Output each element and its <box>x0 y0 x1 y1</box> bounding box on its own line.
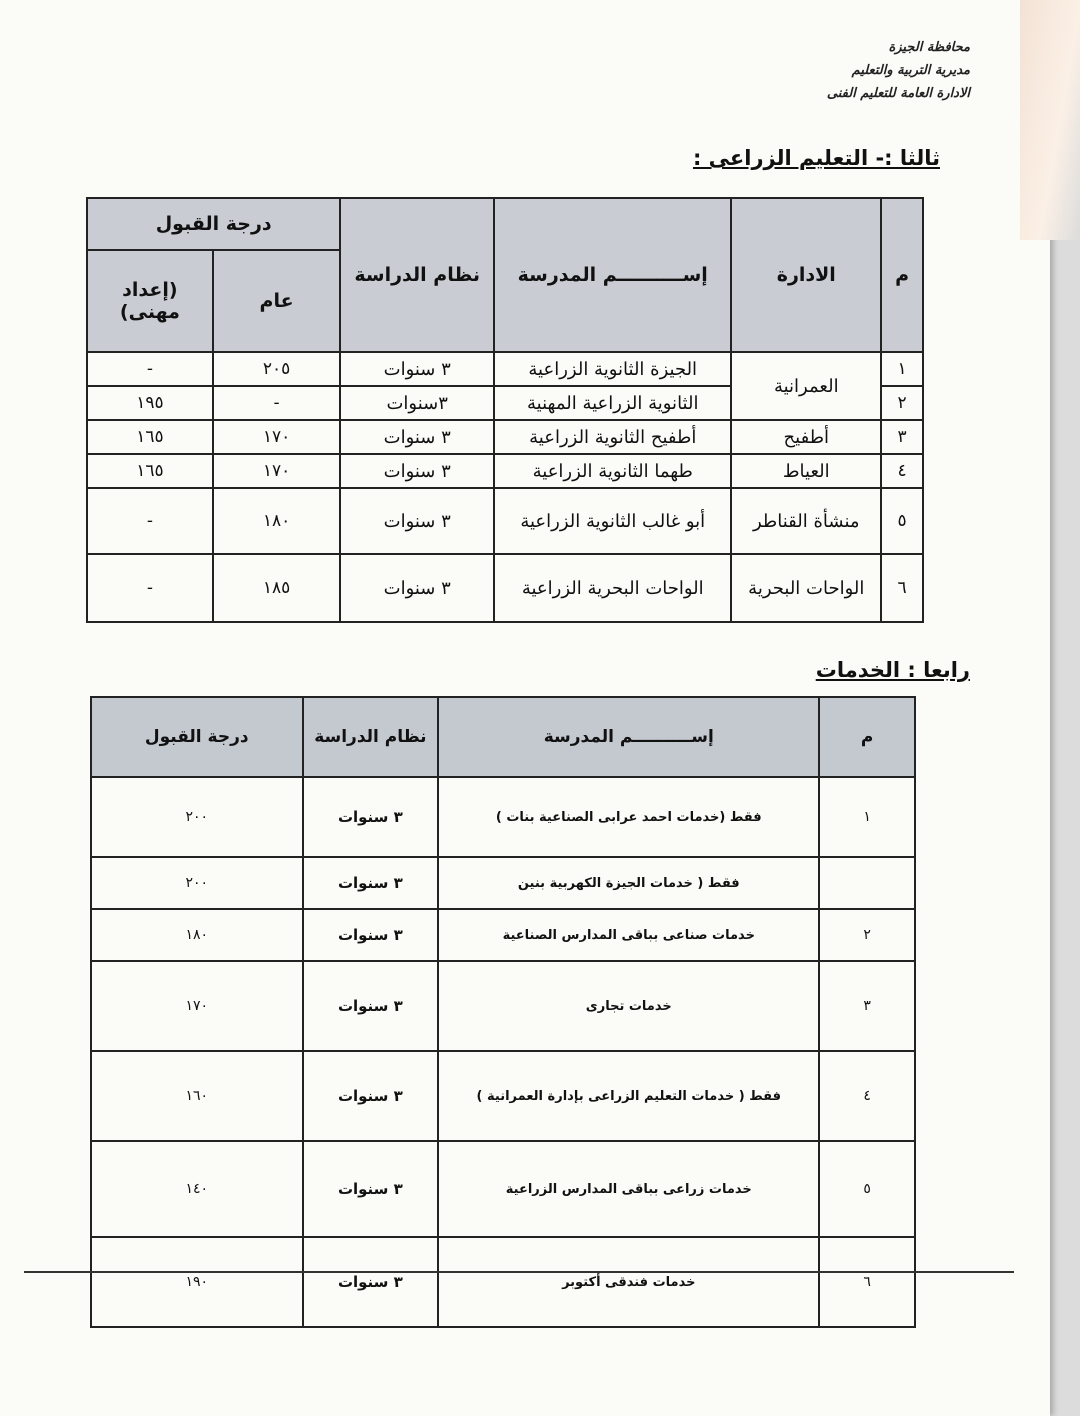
prep-grade-cell: ١٦٥ <box>87 454 213 488</box>
general-grade-cell: ٢٠٥ <box>213 352 341 386</box>
system-cell: ٣ سنوات <box>303 1141 439 1237</box>
header-m: م <box>881 198 923 352</box>
letterhead <box>827 40 970 109</box>
row-number: ٥ <box>819 1141 915 1237</box>
section-title-services-text: رابعا : الخدمات <box>815 658 970 682</box>
school-cell: فقط ( خدمات التعليم الزراعى بإدارة العمرانية ) <box>438 1051 819 1141</box>
letterhead-directorate: مديرية التربية والتعليم <box>851 63 970 78</box>
header-vocational-prep: (إعداد مهنى) <box>87 250 213 352</box>
grade-cell: ٢٠٠ <box>91 777 303 857</box>
grade-cell: ١٦٠ <box>91 1051 303 1141</box>
idara-cell: أطفيح <box>731 420 881 454</box>
header-study-system: نظام الدراسة <box>340 198 494 352</box>
system-cell: ٣ سنوات <box>303 1051 439 1141</box>
row-number: ١ <box>881 352 923 386</box>
table-row <box>91 1051 915 1141</box>
letterhead-governorate: محافظة الجيزة <box>888 40 970 55</box>
general-grade-cell: ١٧٠ <box>213 454 341 488</box>
header-school-name: إســــــــــم المدرسة <box>494 198 731 352</box>
strikethrough-line <box>24 1271 1014 1273</box>
school-cell: فقط ( خدمات الجيزة الكهربية بنين <box>438 857 819 909</box>
row-number: ٦ <box>881 554 923 622</box>
system-cell: ٣ سنوات <box>303 1237 439 1327</box>
table-row <box>87 420 923 454</box>
table-row <box>91 1141 915 1237</box>
prep-grade-cell: - <box>87 554 213 622</box>
school-cell: طهما الثانوية الزراعية <box>494 454 731 488</box>
header-study-system: نظام الدراسة <box>303 697 439 777</box>
table-row <box>87 554 923 622</box>
header-admission-grade: درجة القبول <box>87 198 340 250</box>
system-cell: ٣ سنوات <box>340 352 494 386</box>
row-number: ٢ <box>819 909 915 961</box>
school-cell: خدمات صناعى بباقى المدارس الصناعية <box>438 909 819 961</box>
table-row <box>87 488 923 554</box>
general-grade-cell: ١٧٠ <box>213 420 341 454</box>
school-cell: خدمات فندقى أكتوبر <box>438 1237 819 1327</box>
system-cell: ٣ سنوات <box>340 554 494 622</box>
table-row <box>91 857 915 909</box>
grade-cell: ١٨٠ <box>91 909 303 961</box>
header-idara: الادارة <box>731 198 881 352</box>
services-table <box>90 696 916 1328</box>
grade-cell: ١٤٠ <box>91 1141 303 1237</box>
prep-grade-cell: - <box>87 352 213 386</box>
letterhead-administration: الادارة العامة للتعليم الفنى <box>826 86 970 101</box>
section-title-agriculture <box>693 146 940 170</box>
row-number: ٥ <box>881 488 923 554</box>
table-row <box>91 1237 915 1327</box>
table-row <box>87 454 923 488</box>
grade-cell: ١٧٠ <box>91 961 303 1051</box>
row-number: ٣ <box>881 420 923 454</box>
table-row <box>91 909 915 961</box>
system-cell: ٣ سنوات <box>303 909 439 961</box>
system-cell: ٣ سنوات <box>340 454 494 488</box>
general-grade-cell: ١٨٥ <box>213 554 341 622</box>
header-admission-grade: درجة القبول <box>91 697 303 777</box>
prep-grade-cell: - <box>87 488 213 554</box>
row-number: ٢ <box>881 386 923 420</box>
section-title-services <box>816 658 970 682</box>
row-number: ٤ <box>819 1051 915 1141</box>
system-cell: ٣ سنوات <box>340 420 494 454</box>
school-cell: خدمات تجارى <box>438 961 819 1051</box>
section-title-agriculture-text: ثالثا :- التعليم الزراعى : <box>692 146 940 170</box>
school-cell: الواحات البحرية الزراعية <box>494 554 731 622</box>
general-grade-cell: - <box>213 386 341 420</box>
idara-cell: الواحات البحرية <box>731 554 881 622</box>
header-m: م <box>819 697 915 777</box>
school-cell: فقط (خدمات احمد عرابى الصناعية بنات ) <box>438 777 819 857</box>
idara-cell: منشأة القناطر <box>731 488 881 554</box>
page-fold <box>1020 0 1080 240</box>
row-number <box>819 857 915 909</box>
grade-cell: ١٩٠ <box>91 1237 303 1327</box>
system-cell: ٣ سنوات <box>303 857 439 909</box>
table-row <box>87 352 923 386</box>
header-school-name: إســــــــــم المدرسة <box>438 697 819 777</box>
grade-cell: ٢٠٠ <box>91 857 303 909</box>
idara-cell: العمرانية <box>731 352 881 420</box>
school-cell: الجيزة الثانوية الزراعية <box>494 352 731 386</box>
prep-grade-cell: ١٦٥ <box>87 420 213 454</box>
header-general: عام <box>213 250 341 352</box>
idara-cell: العياط <box>731 454 881 488</box>
table-row <box>91 961 915 1051</box>
system-cell: ٣ سنوات <box>303 961 439 1051</box>
system-cell: ٣ سنوات <box>340 488 494 554</box>
system-cell: ٣سنوات <box>340 386 494 420</box>
school-cell: أبو غالب الثانوية الزراعية <box>494 488 731 554</box>
system-cell: ٣ سنوات <box>303 777 439 857</box>
general-grade-cell: ١٨٠ <box>213 488 341 554</box>
table-row <box>91 777 915 857</box>
row-number: ٤ <box>881 454 923 488</box>
row-number: ٦ <box>819 1237 915 1327</box>
agriculture-table <box>86 197 924 623</box>
row-number: ١ <box>819 777 915 857</box>
school-cell: الثانوية الزراعية المهنية <box>494 386 731 420</box>
school-cell: أطفيح الثانوية الزراعية <box>494 420 731 454</box>
row-number: ٣ <box>819 961 915 1051</box>
school-cell: خدمات زراعى بباقى المدارس الزراعية <box>438 1141 819 1237</box>
prep-grade-cell: ١٩٥ <box>87 386 213 420</box>
